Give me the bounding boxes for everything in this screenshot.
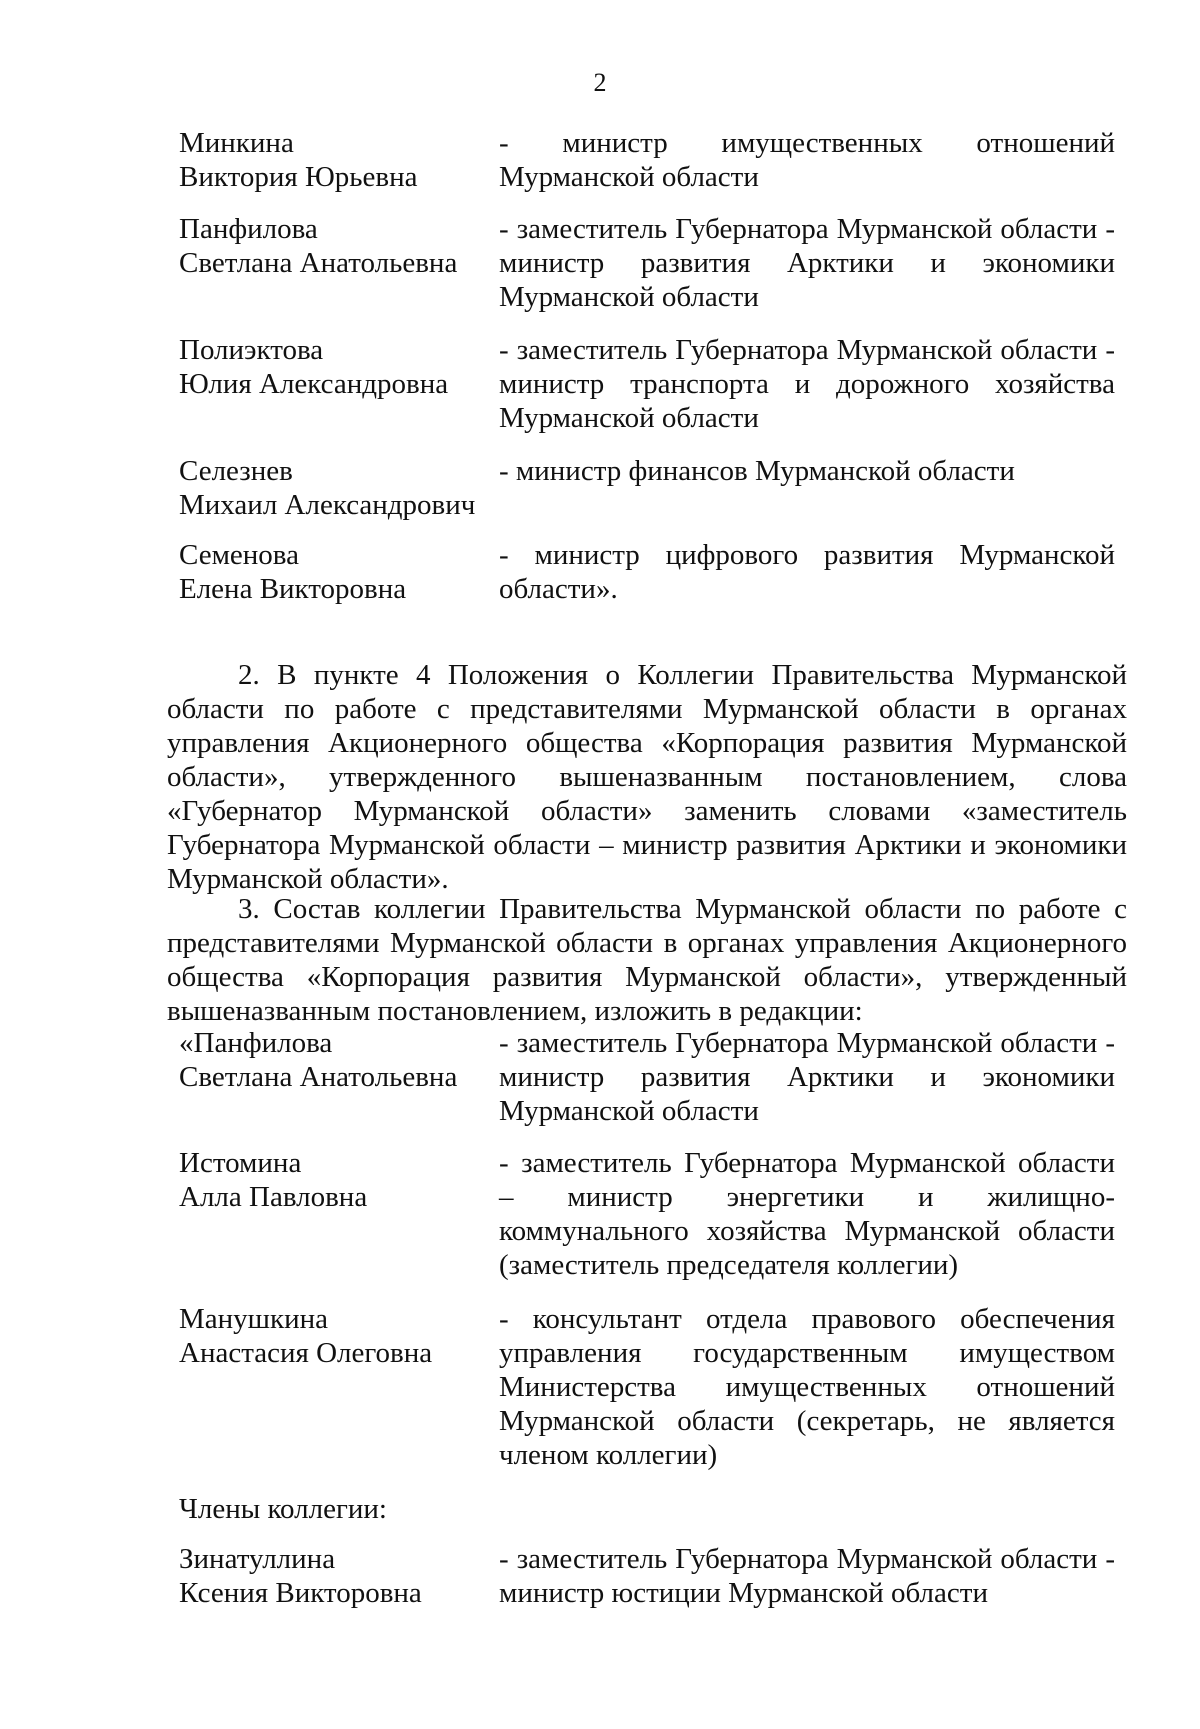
person-name <box>179 1026 499 1094</box>
surname: Манушкина <box>179 1303 329 1335</box>
surname: «Панфилова <box>179 1027 333 1059</box>
given-name: Алла Павловна <box>179 1181 368 1213</box>
given-name: Ксения Викторовна <box>179 1577 422 1609</box>
person-name <box>179 1542 499 1610</box>
given-name: Светлана Анатольевна <box>179 1061 458 1093</box>
surname: Полиэктова <box>179 334 324 366</box>
members-heading: Члены коллегии: <box>179 1493 387 1525</box>
position-description: - заместитель Губернатора Мурманской области - министр транспорта и дорожного хозяйства Мурманской области <box>499 334 1115 434</box>
page-number: 2 <box>593 68 607 97</box>
person-name <box>179 333 499 401</box>
position-description: - заместитель Губернатора Мурманской области – министр энергетики и жилищно-коммунального хозяйства Мурманской области (заместитель председателя коллегии) <box>499 1147 1115 1281</box>
position-description: - министр финансов Мурманской области <box>499 455 1015 487</box>
given-name: Елена Викторовна <box>179 573 407 605</box>
given-name: Светлана Анатольевна <box>179 247 458 279</box>
position-description: - заместитель Губернатора Мурманской области - министр развития Арктики и экономики Мурманской области <box>499 1027 1115 1127</box>
surname: Минкина <box>179 127 294 159</box>
person-name <box>179 1302 499 1370</box>
given-name: Михаил Александрович <box>179 489 476 521</box>
paragraph-2: 2. В пункте 4 Положения о Коллегии Правительства Мурманской области по работе с представителями Мурманской области в органах управления Акционерного общества «Корпорация развития Мурманской области», утвержденного вышеназванным постановлением, слова «Губернатор Мурманской области» заменить словами «заместитель Губернатора Мурманской области – министр развития Арктики и экономики Мурманской области». <box>167 659 1127 895</box>
given-name: Юлия Александровна <box>179 368 449 400</box>
position-description: - заместитель Губернатора Мурманской области - министр развития Арктики и экономики Мурманской области <box>499 213 1115 313</box>
person-name <box>179 212 499 280</box>
surname: Зинатуллина <box>179 1543 336 1575</box>
given-name: Анастасия Олеговна <box>179 1337 433 1369</box>
paragraph-3: 3. Состав коллегии Правительства Мурманской области по работе с представителями Мурманской области в органах управления Акционерного общества «Корпорация развития Мурманской области», утвержденный вышеназванным постановлением, изложить в редакции: <box>167 893 1127 1027</box>
given-name: Виктория Юрьевна <box>179 161 418 193</box>
person-name <box>179 1146 499 1214</box>
surname: Селезнев <box>179 455 293 487</box>
position-description: - министр цифрового развития Мурманской области». <box>499 539 1115 605</box>
surname: Истомина <box>179 1147 302 1179</box>
position-description: - заместитель Губернатора Мурманской области - министр юстиции Мурманской области <box>499 1543 1115 1609</box>
person-name <box>179 126 499 194</box>
person-name <box>179 454 499 522</box>
position-description: - консультант отдела правового обеспечения управления государственным имуществом Министерства имущественных отношений Мурманской области (секретарь, не является членом коллегии) <box>499 1303 1115 1471</box>
position-description: - министр имущественных отношений Мурманской области <box>499 127 1115 193</box>
surname: Панфилова <box>179 213 318 245</box>
surname: Семенова <box>179 539 299 571</box>
person-name <box>179 538 499 606</box>
